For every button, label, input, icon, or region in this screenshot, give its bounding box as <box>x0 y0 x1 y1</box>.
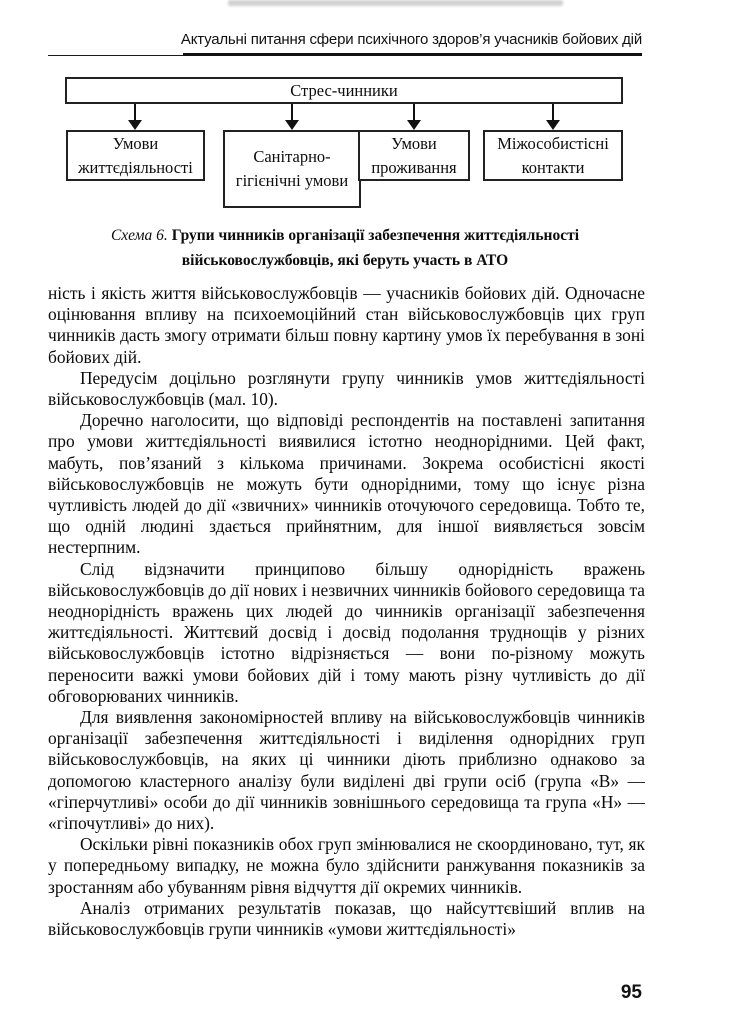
diagram-root-box: Стрес-чинники <box>65 77 623 104</box>
stress-factors-diagram <box>0 0 730 215</box>
paragraph: Передусім доцільно розглянути групу чинників умов життєдіяльності військовослужбовців (мал. 10). <box>48 367 645 410</box>
figure-caption-text: Групи чинників організації забезпечення життєдіяльності військовослужбовців, які беруть участь в АТО <box>171 227 580 269</box>
body-text <box>48 283 645 979</box>
running-header: Актуальні питання сфери психічного здоров’я учасників бойових дій <box>180 31 642 48</box>
figure-caption-label: Схема 6. <box>110 227 168 244</box>
page-number: 95 <box>620 982 642 1003</box>
arrow-down-icon <box>546 104 560 130</box>
diagram-box-interpersonal-contacts: Міжособистісні контакти <box>483 130 623 181</box>
paragraph: Для виявлення закономірностей впливу на військовослужбовців чинників організації забезпечення життєдіяльності і виділення однорідних груп військовослужбовців, на яких ці чинники діють приблизно однаково за допомогою кластерного аналізу були виділені дві групи осіб (група «В» — «гіперчутливі» особи до дії чинників зовнішнього середовища та група «Н» — «гіпочутливі» до них). <box>48 707 645 834</box>
paragraph: Оскільки рівні показників обох груп змінювалися не скоординовано, тут, як у попередньому випадку, не можна було здійснити ранжування показників за зростанням або убуванням рівня відчуття дії окремих чинників. <box>48 834 645 897</box>
paragraph: Аналіз отриманих результатів показав, що найсуттєвіший вплив на військовослужбовців групи чинників «умови життєдіяльності» <box>48 897 645 940</box>
paragraph: ність і якість життя військовослужбовців — учасників бойових дій. Одночасне оцінювання впливу на психоемоційний стан військовослужбовців цих груп чинників дасть змогу отримати більш повну картину умов їх перебування в зоні бойових дій. <box>48 283 645 367</box>
diagram-box-living-conditions: Умови життєдіяльності <box>66 130 205 181</box>
arrow-down-icon <box>128 104 142 130</box>
arrow-down-icon <box>285 104 299 130</box>
diagram-box-sanitary-conditions: Санітарно-гігієнічні умови <box>223 130 361 208</box>
paragraph: Слід відзначити принципово більшу однорідність вражень військовослужбовців до дії нових і незвичних чинників бойового середовища та неоднорідність вражень цих людей до чинників організації забезпечення життєдіяльності. Життєвий досвід і досвід подолання труднощів у різних військовослужбовців істотно відрізняється — вони по-різному можуть переносити важкі умови бойових дій і тому мають різну чутливість до дії обговорюваних чинників. <box>48 558 645 706</box>
paragraph: Доречно наголосити, що відповіді респондентів на поставлені запитання про умови життєдіяльності виявилися істотно неоднорідними. Цей факт, мабуть, пов’язаний з кількома причинами. Зокрема особистісні якості військовослужбовців не можуть бути однорідними, тому що існує різна чутливість людей до дії «звичних» чинників оточуючого середовища. Тобто те, що одній людині здається прийнятним, для іншої виявляється зовсім нестерпним. <box>48 410 645 558</box>
figure-caption <box>70 224 620 274</box>
diagram-box-residence-conditions: Умови проживання <box>358 130 470 181</box>
arrow-down-icon <box>407 104 421 130</box>
